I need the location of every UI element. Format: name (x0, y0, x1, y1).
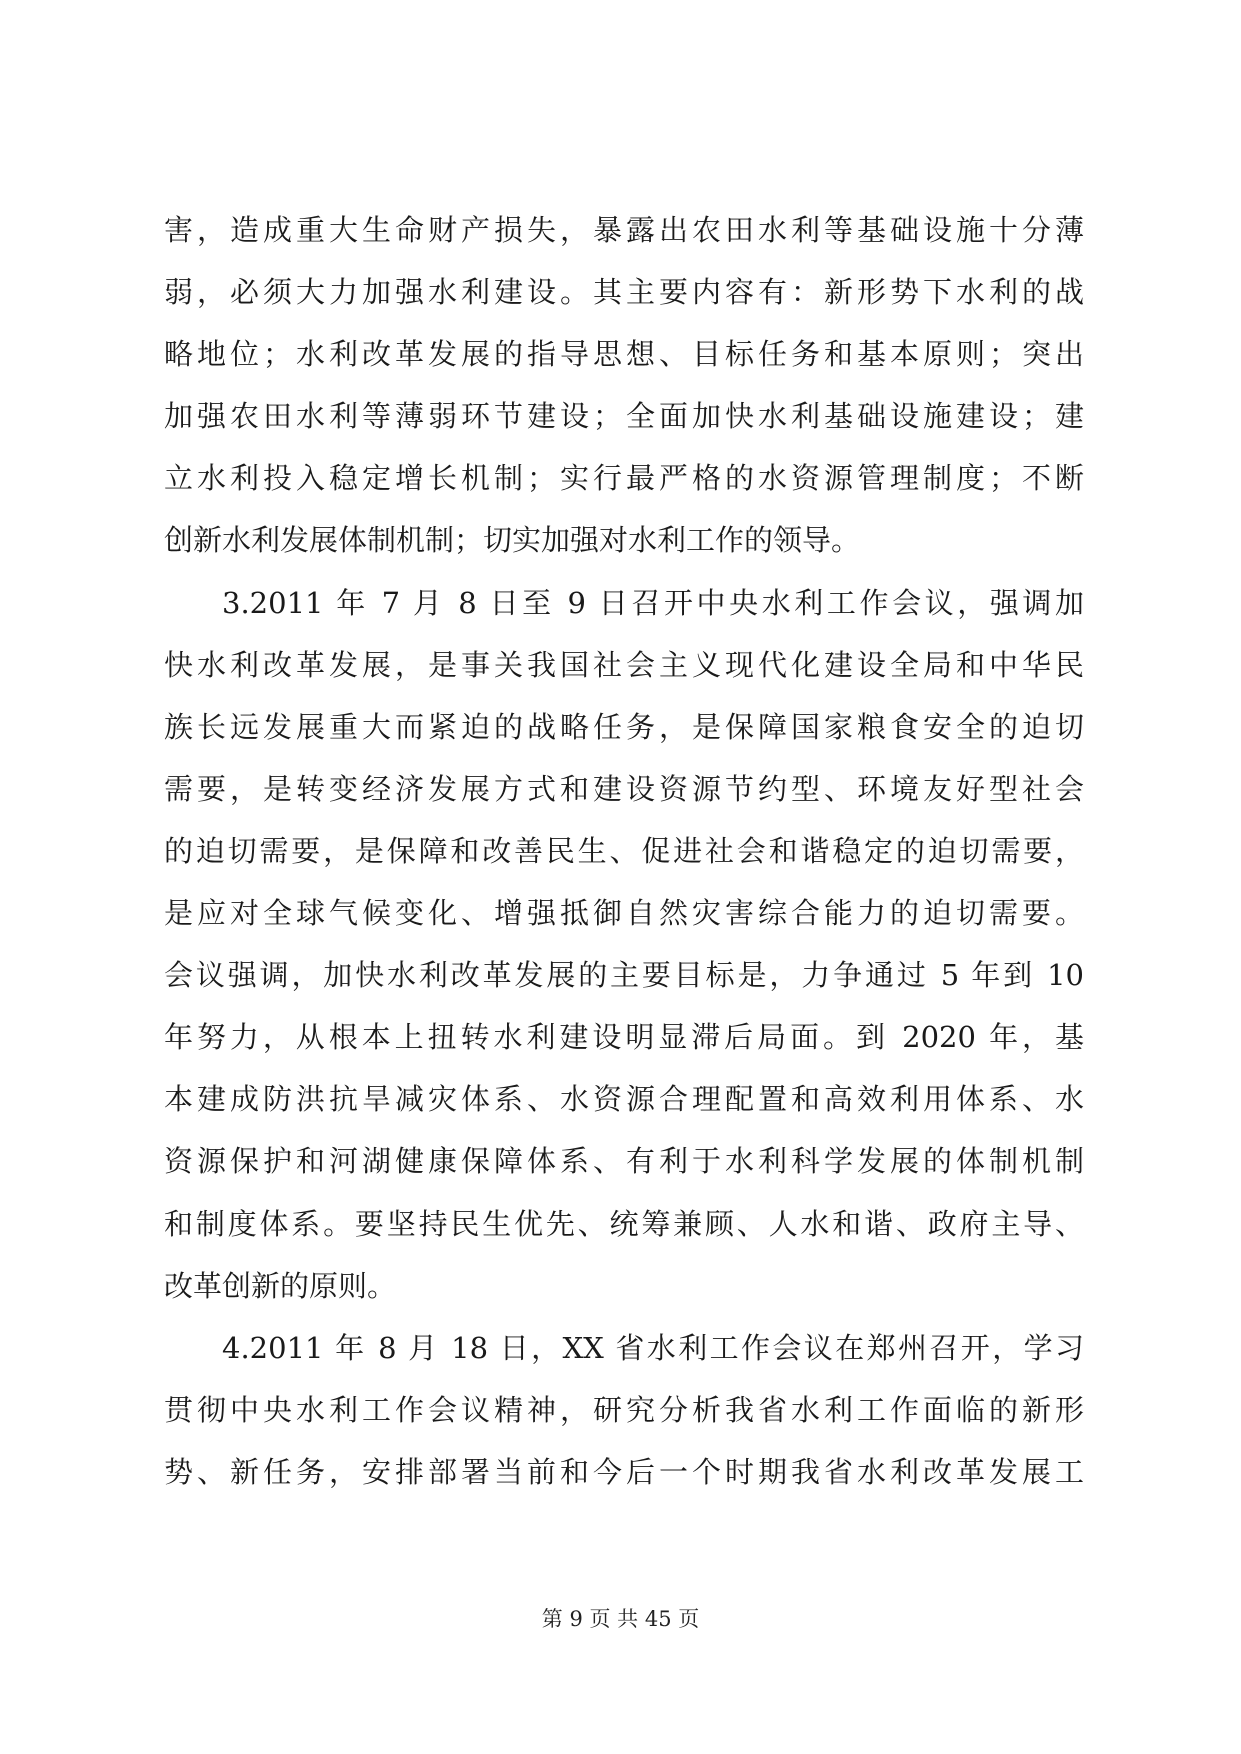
text-line: 创新水利发展体制机制；切实加强对水利工作的领导。 (164, 523, 861, 558)
page-number-footer: 第 9 页 共 45 页 (541, 1607, 700, 1631)
text-line: 快水利改革发展，是事关我国社会主义现代化建设全局和中华民 (164, 647, 1084, 682)
text-line: 势、新任务，安排部署当前和今后一个时期我省水利改革发展工 (164, 1454, 1084, 1489)
paragraph-first-line: 3.2011 年 7 月 8 日至 9 日召开中央水利工作会议，强调加 (222, 585, 1084, 620)
text-line: 资源保护和河湖健康保障体系、有利于水利科学发展的体制机制 (164, 1144, 1084, 1179)
text-line: 加强农田水利等薄弱环节建设；全面加快水利基础设施建设；建 (164, 399, 1084, 434)
text-line: 和制度体系。要坚持民生优先、统筹兼顾、人水和谐、政府主导、 (164, 1206, 1084, 1241)
paragraph-first-line: 4.2011 年 8 月 18 日，XX 省水利工作会议在郑州召开，学习 (222, 1330, 1084, 1365)
text-line: 改革创新的原则。 (164, 1268, 397, 1303)
text-line: 略地位；水利改革发展的指导思想、目标任务和基本原则；突出 (164, 337, 1084, 372)
text-line: 贯彻中央水利工作会议精神，研究分析我省水利工作面临的新形 (164, 1392, 1084, 1427)
text-line: 立水利投入稳定增长机制；实行最严格的水资源管理制度；不断 (164, 461, 1084, 496)
text-line: 的迫切需要，是保障和改善民生、促进社会和谐稳定的迫切需要， (164, 833, 1084, 868)
text-line: 害，造成重大生命财产损失，暴露出农田水利等基础设施十分薄 (164, 213, 1084, 247)
text-line: 年努力，从根本上扭转水利建设明显滞后局面。到 2020 年，基 (164, 1020, 1084, 1055)
text-line: 需要，是转变经济发展方式和建设资源节约型、环境友好型社会 (164, 771, 1084, 806)
text-line: 是应对全球气候变化、增强抵御自然灾害综合能力的迫切需要。 (164, 896, 1084, 931)
text-line: 族长远发展重大而紧迫的战略任务，是保障国家粮食安全的迫切 (164, 709, 1084, 744)
text-line: 弱，必须大力加强水利建设。其主要内容有：新形势下水利的战 (164, 275, 1084, 310)
text-line: 本建成防洪抗旱减灾体系、水资源合理配置和高效利用体系、水 (164, 1082, 1084, 1117)
text-line: 会议强调，加快水利改革发展的主要目标是，力争通过 5 年到 10 (164, 958, 1084, 993)
document-body (164, 199, 1084, 1503)
